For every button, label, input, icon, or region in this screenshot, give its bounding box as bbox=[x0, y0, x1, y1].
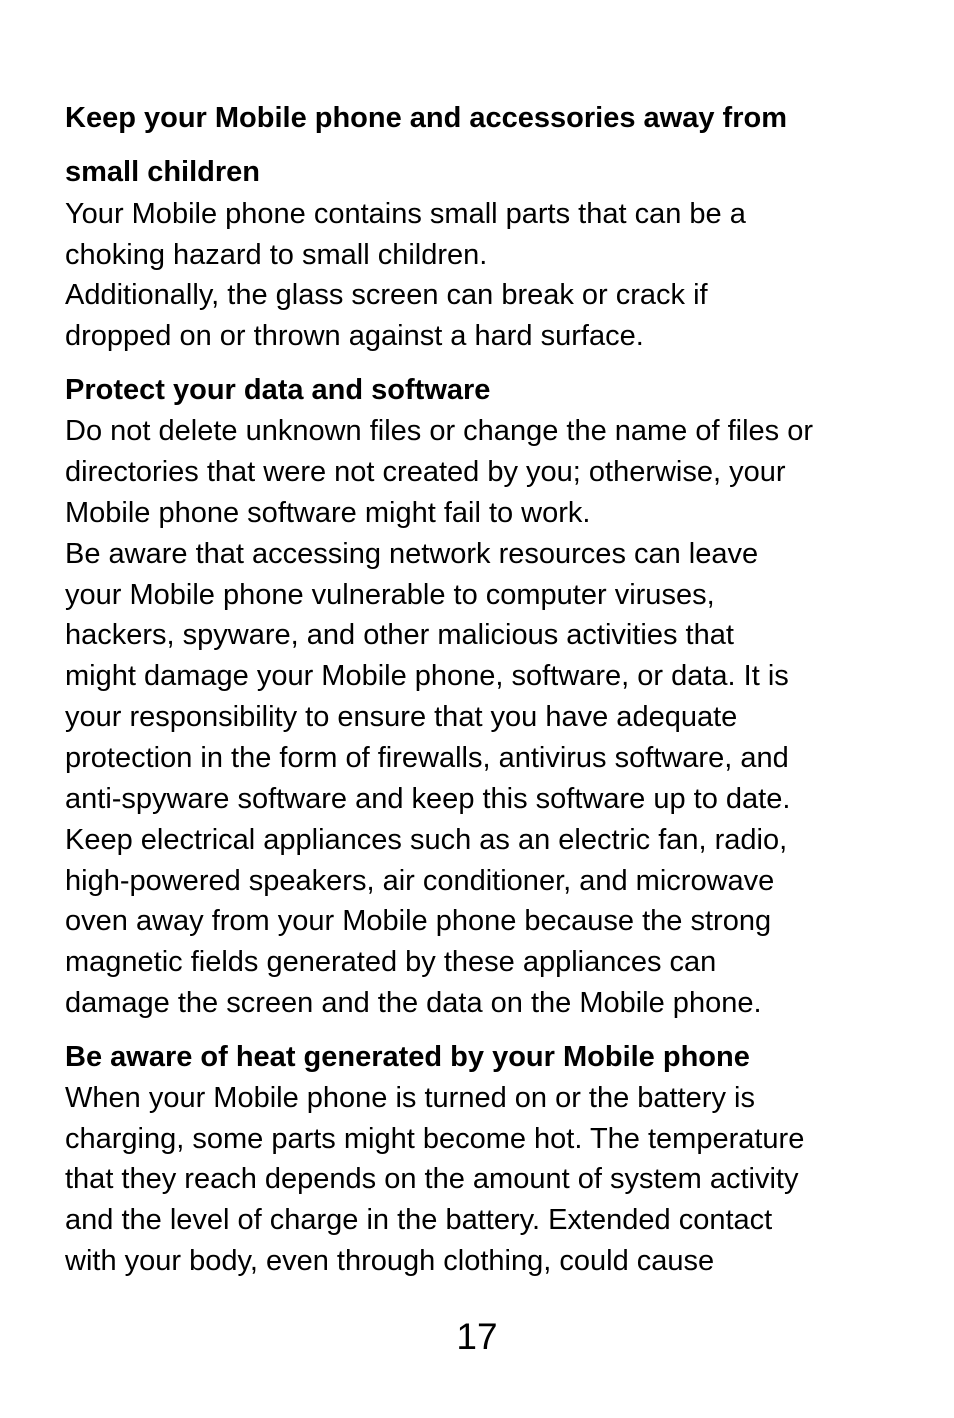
body-line: dropped on or thrown against a hard surface. bbox=[65, 320, 644, 352]
section-heading-small-children-line-1: Keep your Mobile phone and accessories away from bbox=[65, 102, 787, 134]
body-line: that they reach depends on the amount of system activity bbox=[65, 1163, 799, 1195]
body-line: directories that were not created by you; otherwise, your bbox=[65, 456, 786, 488]
body-line: with your body, even through clothing, could cause bbox=[65, 1245, 715, 1277]
body-line: your Mobile phone vulnerable to computer viruses, bbox=[65, 579, 715, 611]
body-line: Additionally, the glass screen can break or crack if bbox=[65, 279, 708, 311]
body-line: Be aware that accessing network resources can leave bbox=[65, 538, 759, 570]
body-line: hackers, spyware, and other malicious activities that bbox=[65, 619, 734, 651]
section-heading-small-children-line-2: small children bbox=[65, 156, 261, 188]
body-line: might damage your Mobile phone, software, or data. It is bbox=[65, 660, 789, 692]
body-line: magnetic fields generated by these appliances can bbox=[65, 946, 717, 978]
body-line: and the level of charge in the battery. Extended contact bbox=[65, 1204, 773, 1236]
body-line: choking hazard to small children. bbox=[65, 239, 488, 271]
body-line: When your Mobile phone is turned on or the battery is bbox=[65, 1082, 755, 1114]
page-number: 17 bbox=[456, 1316, 498, 1357]
body-line: your responsibility to ensure that you have adequate bbox=[65, 701, 738, 733]
section-heading-heat: Be aware of heat generated by your Mobile phone bbox=[65, 1041, 750, 1073]
body-line: charging, some parts might become hot. The temperature bbox=[65, 1123, 805, 1155]
body-line: high-powered speakers, air conditioner, and microwave bbox=[65, 865, 775, 897]
body-line: damage the screen and the data on the Mobile phone. bbox=[65, 987, 762, 1019]
body-line: oven away from your Mobile phone because the strong bbox=[65, 905, 772, 937]
body-line: Mobile phone software might fail to work. bbox=[65, 497, 591, 529]
body-line: anti-spyware software and keep this software up to date. bbox=[65, 783, 791, 815]
body-line: Keep electrical appliances such as an electric fan, radio, bbox=[65, 824, 788, 856]
body-line: protection in the form of firewalls, antivirus software, and bbox=[65, 742, 789, 774]
body-line: Your Mobile phone contains small parts that can be a bbox=[65, 198, 746, 230]
body-line: Do not delete unknown files or change the name of files or bbox=[65, 415, 814, 447]
section-heading-protect-data: Protect your data and software bbox=[65, 374, 491, 406]
